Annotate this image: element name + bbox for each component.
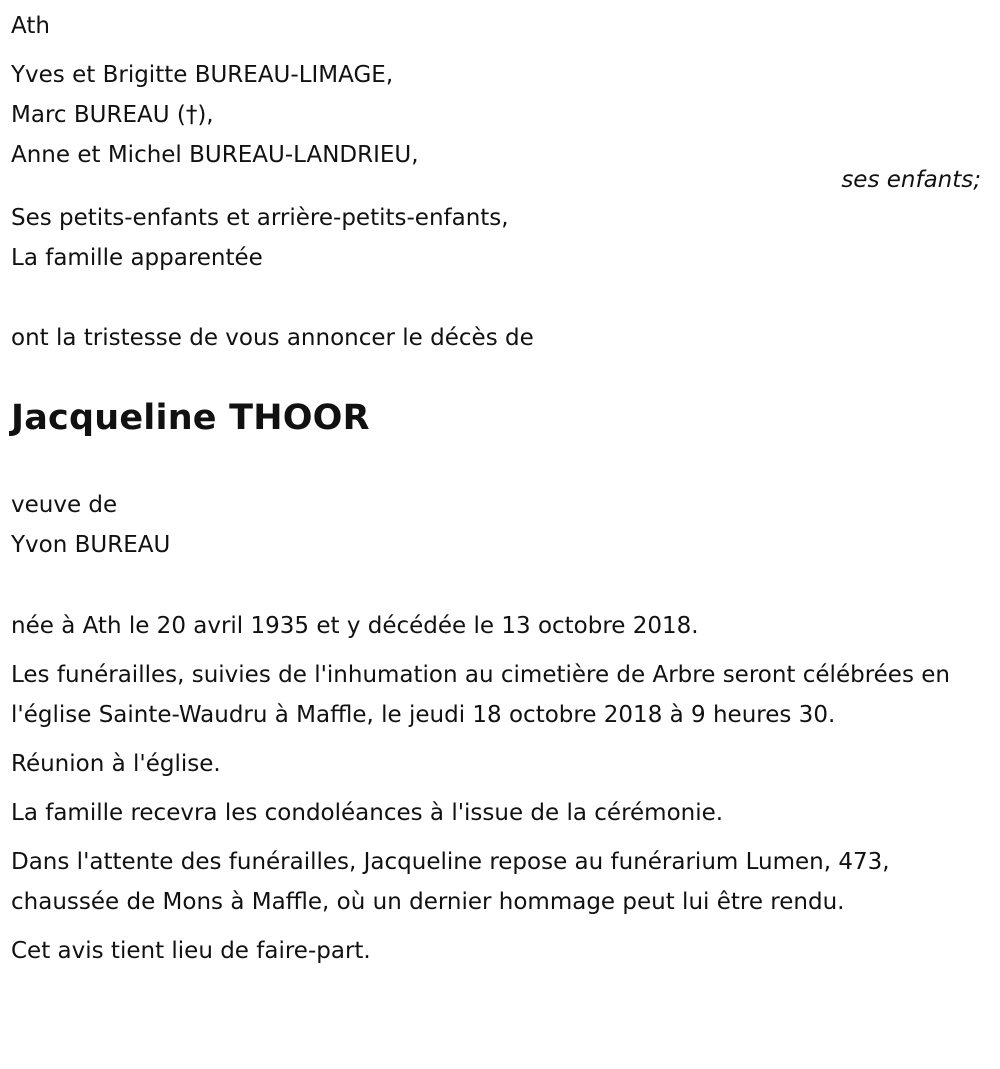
- funeral-paragraph: Les funérailles, suivies de l'inhumation au cimetière de Arbre seront célébrées en l'église Sainte-Waudru à Maffle, le jeudi 18 octobre 2018 à 9 heures 30.: [11, 662, 950, 728]
- announcement-text: ont la tristesse de vous annoncer le décès de: [11, 325, 534, 351]
- child-line: Yves et Brigitte BUREAU-LIMAGE,: [11, 62, 394, 88]
- widow-label: veuve de: [11, 492, 118, 518]
- city-name: Ath: [11, 13, 50, 39]
- meeting-paragraph: Réunion à l'église.: [11, 751, 221, 777]
- children-list: [11, 55, 419, 175]
- child-line: Anne et Michel BUREAU-LANDRIEU,: [11, 142, 419, 168]
- child-line: Marc BUREAU (†),: [11, 102, 214, 128]
- spouse-name: Yvon BUREAU: [11, 532, 171, 558]
- birth-death-paragraph: née à Ath le 20 avril 1935 et y décédée le 13 octobre 2018.: [11, 613, 699, 639]
- children-signature: ses enfants;: [841, 167, 981, 193]
- deceased-name: Jacqueline THOOR: [11, 398, 370, 438]
- family-line: Ses petits-enfants et arrière-petits-enfants,: [11, 205, 509, 231]
- funerarium-paragraph: Dans l'attente des funérailles, Jacqueline repose au funérarium Lumen, 473, chaussée de Mons à Maffle, où un dernier hommage peut lui être rendu.: [11, 849, 890, 915]
- announcement: [11, 318, 534, 358]
- condolences-paragraph: La famille recevra les condoléances à l'issue de la cérémonie.: [11, 800, 724, 826]
- widow-info: [11, 485, 170, 565]
- city-heading: [11, 6, 50, 46]
- details-paragraphs: [11, 606, 986, 980]
- family-line: La famille apparentée: [11, 245, 263, 271]
- notice-paragraph: Cet avis tient lieu de faire-part.: [11, 938, 371, 964]
- family-list: [11, 198, 509, 278]
